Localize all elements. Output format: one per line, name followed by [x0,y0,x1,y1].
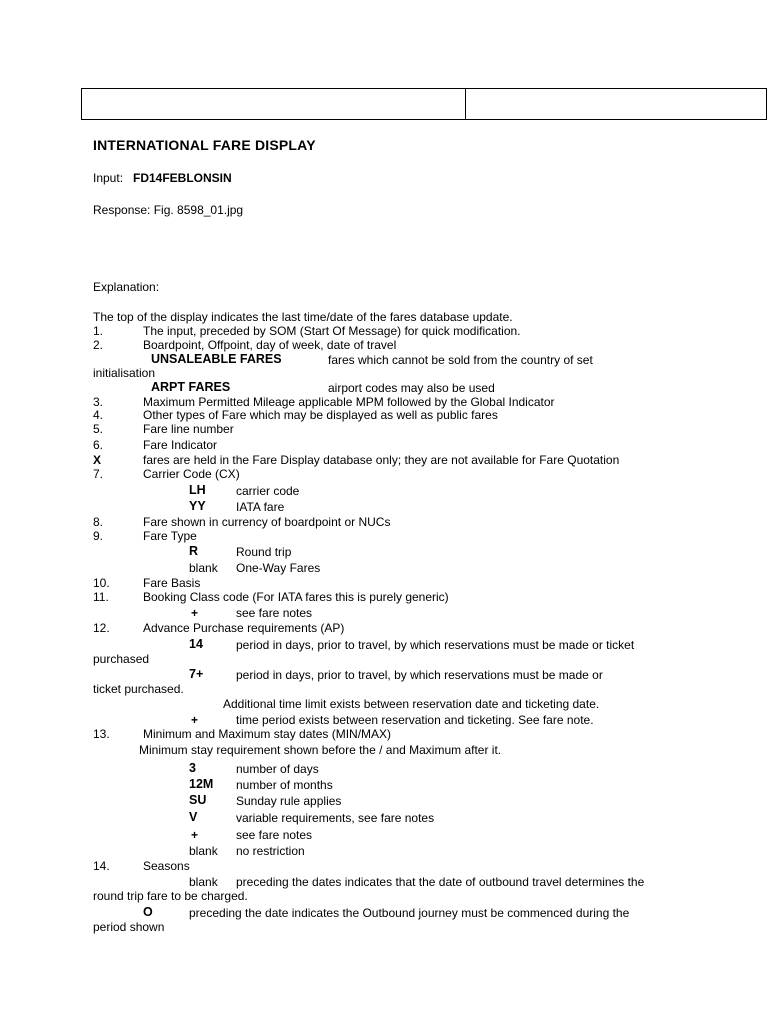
ap7-cont: ticket purchased. [93,682,184,696]
item-text: fares are held in the Fare Display database only; they are not available for Fare Quotation [143,453,620,467]
item-text: Carrier Code (CX) [143,467,240,481]
su-text: Sunday rule applies [236,794,342,808]
blank-key: blank [189,561,218,575]
item-number: 13. [93,727,110,741]
input-command: FD14FEBLONSIN [133,171,232,185]
header-table [81,88,767,120]
item-number: 4. [93,408,104,422]
item-text: Advance Purchase requirements (AP) [143,621,345,635]
see-fare-notes-text: see fare notes [236,828,313,842]
intro-text: The top of the display indicates the last time/date of the fares database update. [93,310,513,324]
o-text: preceding the date indicates the Outbound journey must be commenced during the [189,906,630,920]
item-text: Fare Indicator [143,438,218,452]
oneway-text: One-Way Fares [236,561,321,575]
blank-key: blank [189,844,218,858]
ap14-cont: purchased [93,652,150,666]
blank-key: blank [189,875,218,889]
item-text: Maximum Permitted Mileage applicable MPM followed by the Global Indicator [143,395,555,409]
header-cell-left [82,89,466,119]
ap-plus-text: time period exists between reservation and ticketing. See fare note. [236,713,594,727]
plus-key: + [191,713,199,727]
header-cell-right [466,89,766,119]
ap14-key: 14 [189,637,203,651]
additional-time-limit: Additional time limit exists between reservation date and ticketing date. [223,697,600,711]
item-number: 5. [93,422,104,436]
m3-key: 3 [189,761,196,775]
input-label: Input: [93,171,124,185]
item-number: 10. [93,576,110,590]
season-blank-cont: round trip fare to be charged. [93,889,248,903]
item-number: X [93,453,102,467]
ap14-text: period in days, prior to travel, by which reservations must be made or ticket [236,638,635,652]
response-line: Response: Fig. 8598_01.jpg [93,203,244,217]
arpt-fares-key: ARPT FARES [151,380,231,394]
page-title: INTERNATIONAL FARE DISPLAY [93,137,316,153]
item-text: Fare line number [143,422,234,436]
ap7-text: period in days, prior to travel, by which reservations must be made or [236,668,603,682]
item-number: 1. [93,324,104,338]
lh-text: carrier code [236,484,300,498]
item-text: Minimum and Maximum stay dates (MIN/MAX) [143,727,392,741]
season-blank-text: preceding the dates indicates that the date of outbound travel determines the [236,875,645,889]
item-text: Boardpoint, Offpoint, day of week, date of travel [143,338,397,352]
item-text: Other types of Fare which may be displayed as well as public fares [143,408,498,422]
item-number: 6. [93,438,104,452]
unsaleable-fares-cont: initialisation [93,366,156,380]
item-text: Fare shown in currency of boardpoint or NUCs [143,515,391,529]
unsaleable-fares-text: fares which cannot be sold from the country of set [328,353,593,367]
item-text: The input, preceded by SOM (Start Of Message) for quick modification. [143,324,521,338]
minstay-note: Minimum stay requirement shown before the / and Maximum after it. [139,743,502,757]
plus-key: + [191,606,199,620]
su-key: SU [189,793,207,807]
yy-key: YY [189,499,206,513]
item-number: 8. [93,515,104,529]
r-text: Round trip [236,545,292,559]
see-fare-notes-text: see fare notes [236,606,313,620]
item-number: 11. [93,590,109,604]
item-text: Fare Type [143,529,197,543]
no-restriction-text: no restriction [236,844,305,858]
item-number: 14. [93,859,110,873]
unsaleable-fares-key: UNSALEABLE FARES [151,352,282,366]
item-number: 2. [93,338,104,352]
item-text: Booking Class code (For IATA fares this is purely generic) [143,590,449,604]
item-number: 7. [93,467,104,481]
item-text: Fare Basis [143,576,201,590]
plus-key: + [191,828,199,842]
m3-text: number of days [236,762,319,776]
item-number: 9. [93,529,104,543]
arpt-fares-text: airport codes may also be used [328,381,495,395]
yy-text: IATA fare [236,500,285,514]
lh-key: LH [189,483,206,497]
ap7-key: 7+ [189,667,204,681]
o-cont: period shown [93,920,165,934]
item-number: 12. [93,621,110,635]
item-text: Seasons [143,859,190,873]
item-number: 3. [93,395,104,409]
v-key: V [189,810,198,824]
m12-key: 12M [189,777,214,791]
m12-text: number of months [236,778,333,792]
explanation-heading: Explanation: [93,280,160,294]
v-text: variable requirements, see fare notes [236,811,435,825]
o-key: O [143,905,153,919]
r-key: R [189,544,199,558]
